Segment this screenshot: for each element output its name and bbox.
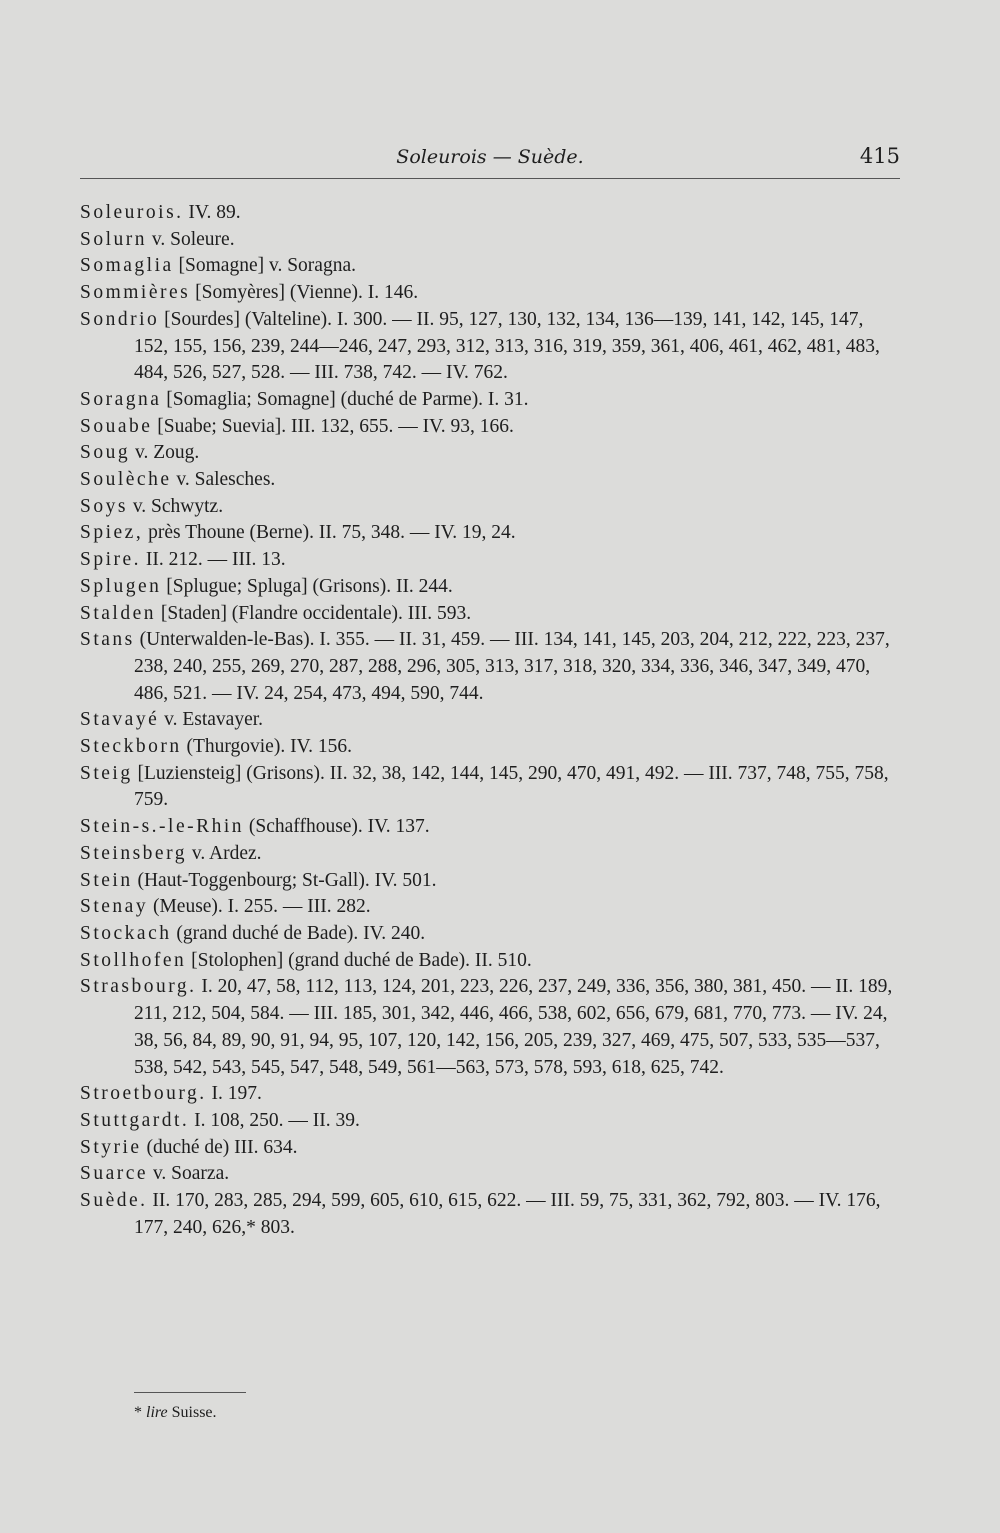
entry-references: v. Estavayer.: [164, 709, 264, 731]
index-entry: [80, 520, 900, 547]
index-entry: [80, 200, 900, 227]
entry-headword: Stavayé: [80, 709, 160, 731]
entry-references: [Somaglia; Somagne] (duché de Parme). I. 31.: [166, 388, 529, 410]
index-entry: [80, 307, 900, 387]
index-entries: [80, 200, 900, 1241]
entry-headword: Stein-s.-le-Rhin: [80, 816, 245, 838]
index-entry: [80, 627, 900, 707]
index-entry: [80, 574, 900, 601]
index-entry: [80, 440, 900, 467]
running-header: [80, 140, 900, 180]
entry-headword: Suarce: [80, 1163, 149, 1185]
entry-headword: Soys: [80, 495, 128, 517]
index-entry: [80, 761, 900, 814]
entry-references: (Thurgovie). IV. 156.: [186, 736, 353, 758]
entry-headword: Stein: [80, 869, 133, 891]
entry-headword: Soleurois.: [80, 202, 184, 223]
entry-headword: Sondrio: [80, 308, 160, 330]
entry-references: [Suabe; Suevia]. III. 132, 655. — IV. 93, 166.: [157, 415, 514, 437]
entry-headword: Steinsberg: [80, 842, 187, 864]
header-rule: [80, 178, 900, 179]
entry-references: I. 108, 250. — II. 39.: [194, 1109, 360, 1131]
entry-references: [Sourdes] (Valteline). I. 300. — II. 95, 127, 130, 132, 134, 136—139, 141, 142, 145, 147, 152, 155, 156, 239, 244—246, 247, 293, 312, 313, 316, 319, 359, 361, 406, 461, 462, 481, 483, 484, 526, 527, 528. — III. 738, 742. — IV. 762.: [134, 308, 880, 384]
entry-headword: Sommières: [80, 282, 191, 304]
index-entry: [80, 1108, 900, 1135]
index-entry: [80, 601, 900, 628]
entry-references: près Thoune (Berne). II. 75, 348. — IV. 19, 24.: [148, 522, 516, 544]
index-entry: [80, 734, 900, 761]
running-title: Soleurois — Suède.: [396, 146, 584, 168]
page-number: 415: [859, 144, 900, 168]
entry-references: v. Soleure.: [151, 228, 235, 250]
index-entry: [80, 814, 900, 841]
index-entry: [80, 921, 900, 948]
index-entry: [80, 894, 900, 921]
index-entry: [80, 280, 900, 307]
index-entry: [80, 948, 900, 975]
entry-headword: Stenay: [80, 896, 149, 918]
entry-references: I. 197.: [211, 1083, 262, 1105]
entry-headword: Solurn: [80, 228, 148, 250]
entry-references: II. 212. — III. 13.: [145, 549, 286, 571]
index-entry: [80, 974, 900, 1081]
index-entry: [80, 227, 900, 254]
entry-headword: Steig: [80, 762, 133, 784]
entry-headword: Stalden: [80, 602, 156, 624]
entry-headword: Styrie: [80, 1136, 142, 1158]
entry-headword: Suède.: [80, 1190, 148, 1212]
entry-headword: Stollhofen: [80, 949, 187, 971]
entry-headword: Soug: [80, 442, 131, 464]
index-entry: [80, 467, 900, 494]
entry-references: [Staden] (Flandre occidentale). III. 593.: [160, 602, 472, 624]
entry-headword: Soragna: [80, 388, 162, 410]
index-entry: [80, 707, 900, 734]
entry-headword: Strasbourg.: [80, 976, 197, 998]
entry-references: [Somyères] (Vienne). I. 146.: [195, 282, 419, 304]
entry-references: (Unterwalden-le-Bas). I. 355. — II. 31, 459. — III. 134, 141, 145, 203, 204, 212, 222, 223, 237, 238, 240, 255, 269, 270, 287, 288, 296, 305, 313, 317, 318, 320, 334, 336, 346, 347, 349, 470, 486, 521. — IV. 24, 254, 473, 494, 590, 744.: [134, 629, 890, 704]
footnote-text: Suisse.: [171, 1404, 217, 1421]
entry-headword: Somaglia: [80, 255, 174, 277]
entry-headword: Splugen: [80, 575, 162, 597]
entry-references: v. Soarza.: [152, 1163, 230, 1185]
index-entry: [80, 414, 900, 441]
entry-references: v. Ardez.: [191, 842, 262, 864]
index-entry: [80, 1081, 900, 1108]
entry-headword: Stans: [80, 629, 135, 651]
entry-references: IV. 89.: [188, 202, 241, 223]
entry-references: (Meuse). I. 255. — III. 282.: [152, 896, 371, 918]
entry-references: (grand duché de Bade). IV. 240.: [176, 922, 426, 944]
entry-headword: Spire.: [80, 549, 142, 571]
index-entry: [80, 547, 900, 574]
footnote-rule: [134, 1392, 246, 1393]
index-entry: [80, 1188, 900, 1241]
index-entry: [80, 494, 900, 521]
entry-headword: Steckborn: [80, 736, 182, 758]
entry-references: [Luziensteig] (Grisons). II. 32, 38, 142, 144, 145, 290, 470, 491, 492. — III. 737, 748, 755, 758, 759.: [134, 762, 889, 811]
entry-references: [Splugue; Spluga] (Grisons). II. 244.: [166, 575, 453, 597]
entry-references: v. Salesches.: [176, 469, 276, 491]
index-entry: [80, 253, 900, 280]
entry-references: (Schaffhouse). IV. 137.: [248, 816, 430, 838]
entry-headword: Souabe: [80, 415, 153, 437]
entry-references: I. 20, 47, 58, 112, 113, 124, 201, 223, 226, 237, 249, 336, 356, 380, 381, 450. — II. 189, 211, 212, 504, 584. — III. 185, 301, 342, 446, 466, 538, 602, 656, 679, 681, 770, 773. — IV. 24, 38, 56, 84, 89, 90, 91, 94, 95, 107, 120, 142, 156, 205, 239, 327, 469, 475, 507, 533, 535—537, 538, 542, 543, 545, 547, 548, 549, 561—563, 573, 578, 593, 618, 625, 742.: [134, 976, 893, 1078]
entry-headword: Soulèche: [80, 469, 172, 491]
entry-references: [Stolophen] (grand duché de Bade). II. 510.: [191, 949, 532, 971]
entry-headword: Spiez,: [80, 522, 144, 544]
footnote-marker: *: [134, 1404, 142, 1421]
index-entry: [80, 387, 900, 414]
entry-headword: Stockach: [80, 922, 172, 944]
entry-references: II. 170, 283, 285, 294, 599, 605, 610, 615, 622. — III. 59, 75, 331, 362, 792, 803. — IV. 176, 177, 240, 626,* 803.: [134, 1190, 881, 1238]
index-entry: [80, 1135, 900, 1162]
entry-references: (Haut-Toggenbourg; St-Gall). IV. 501.: [137, 869, 437, 891]
entry-references: [Somagne] v. Soragna.: [178, 255, 356, 277]
entry-headword: Stroetbourg.: [80, 1083, 207, 1105]
footnote: [134, 1404, 217, 1422]
entry-references: (duché de) III. 634.: [146, 1136, 298, 1158]
footnote-word: lire: [146, 1404, 168, 1421]
entry-headword: Stuttgardt.: [80, 1109, 190, 1131]
index-entry: [80, 1161, 900, 1188]
entry-references: v. Schwytz.: [132, 495, 224, 517]
index-entry: [80, 841, 900, 868]
entry-references: v. Zoug.: [134, 442, 200, 464]
index-entry: [80, 868, 900, 895]
